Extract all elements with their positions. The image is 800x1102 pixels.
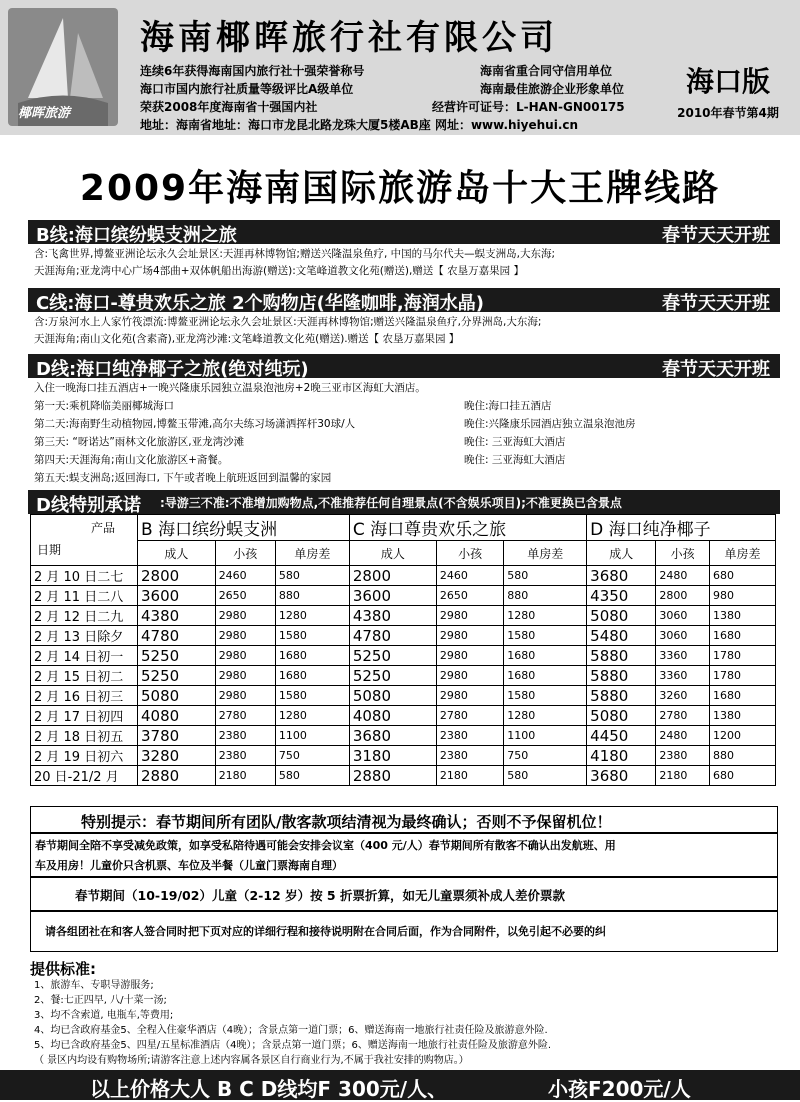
adult-price-cell: 3780: [138, 726, 216, 746]
adult-price-cell: 5880: [587, 666, 656, 686]
adult-price-cell: 5080: [587, 606, 656, 626]
single-supplement-cell: 1280: [504, 706, 587, 726]
column-header: 小孩: [436, 541, 503, 566]
route-d-bar: [28, 354, 780, 378]
company-logo: [8, 8, 118, 126]
route-intro: 入住一晚海口挂五酒店+一晚兴隆康乐园独立温泉泡池房+2晚三亚市区海虹大酒店。: [34, 382, 426, 394]
single-supplement-cell: 1200: [710, 726, 776, 746]
single-supplement-cell: 1580: [275, 626, 349, 646]
adult-price-cell: 4380: [138, 606, 216, 626]
honor-line: 海口市国内旅行社质量等级评比A级单位: [140, 82, 354, 96]
policy-text: 车及用房！儿童价只含机票、车位及半餐（儿童门票海南自理）: [35, 859, 343, 872]
adult-price-cell: 2800: [349, 566, 436, 586]
date-cell: 2 月 16 日初三: [31, 686, 138, 706]
single-supplement-cell: 580: [504, 766, 587, 786]
column-header: 单房差: [710, 541, 776, 566]
single-supplement-cell: 1380: [710, 706, 776, 726]
adult-price-cell: 2880: [138, 766, 216, 786]
contract-note: 请各组团社在和客人签合同时把下页对应的详细行程和接待说明附在合同后面，作为合同附件，以免引起不必要的纠: [45, 925, 606, 938]
adult-price-cell: 3680: [587, 566, 656, 586]
table-row: [31, 746, 776, 766]
company-name: 海南椰晖旅行社有限公司: [140, 18, 558, 58]
child-price-cell: 2460: [436, 566, 503, 586]
adult-price-cell: 5880: [587, 646, 656, 666]
child-price-cell: 2380: [436, 726, 503, 746]
standard-item: 1、旅游车、专职导游服务;: [34, 980, 154, 991]
column-header: 成人: [138, 541, 216, 566]
table-row: [31, 706, 776, 726]
child-price-cell: 3060: [656, 606, 710, 626]
issue-label: 2010年春节第4期: [677, 106, 779, 120]
child-price-cell: 2980: [215, 666, 275, 686]
single-supplement-cell: 1100: [275, 726, 349, 746]
itinerary-day: 第五天:蜈支洲岛;返回海口, 下午或者晚上航班返回到温馨的家园: [34, 472, 332, 484]
adult-price-cell: 5080: [349, 686, 436, 706]
price-table: [30, 514, 776, 786]
adult-price-cell: 4180: [587, 746, 656, 766]
product-label: 产品: [91, 521, 116, 535]
table-row: [31, 606, 776, 626]
child-price-cell: 2180: [215, 766, 275, 786]
company-address: 地址：海南省地址：海口市龙昆北路龙珠大厦5楼AB座 网址：www.hiyehui.cn: [140, 118, 579, 132]
child-price-cell: 2980: [215, 626, 275, 646]
table-subheader-row: [31, 541, 776, 566]
single-supplement-cell: 750: [504, 746, 587, 766]
child-price-cell: 2800: [656, 586, 710, 606]
single-supplement-cell: 1680: [504, 666, 587, 686]
child-price-cell: 2980: [436, 686, 503, 706]
date-cell: 2 月 17 日初四: [31, 706, 138, 726]
child-policy-box: [30, 876, 778, 912]
adult-price-cell: 5250: [138, 646, 216, 666]
table-row: [31, 726, 776, 746]
honor-line: 海南最佳旅游企业形象单位: [480, 82, 625, 96]
adult-price-cell: 4780: [349, 626, 436, 646]
single-supplement-cell: 1780: [710, 646, 776, 666]
route-schedule: 春节天天开班: [662, 225, 770, 246]
child-price-cell: 2380: [656, 746, 710, 766]
child-price-cell: 2380: [215, 746, 275, 766]
single-supplement-cell: 750: [275, 746, 349, 766]
child-price-cell: 2780: [656, 706, 710, 726]
child-price-cell: 2650: [436, 586, 503, 606]
adult-price-cell: 2880: [349, 766, 436, 786]
column-header: 成人: [349, 541, 436, 566]
adult-price-cell: 5480: [587, 626, 656, 646]
single-supplement-cell: 1580: [275, 686, 349, 706]
standard-item: 3、均不含索道, 电瓶车,等费用;: [34, 1010, 174, 1021]
child-price-cell: 2780: [215, 706, 275, 726]
child-price-cell: 2380: [215, 726, 275, 746]
single-supplement-cell: 1780: [710, 666, 776, 686]
child-price-cell: 2480: [656, 566, 710, 586]
column-header: 成人: [587, 541, 656, 566]
single-supplement-cell: 1100: [504, 726, 587, 746]
route-detail: 天涯海角;南山文化苑(含素斋),亚龙湾沙滩:文笔峰道教文化苑(赠送).赠送【 农垦万嘉果园 】: [34, 333, 460, 345]
child-policy: 春节期间（10-19/02）儿童（2-12 岁）按 5 折票折算，如无儿童票须补成人差价票款: [75, 888, 565, 903]
child-price-cell: 2980: [436, 646, 503, 666]
adult-price-cell: 4780: [138, 626, 216, 646]
single-supplement-cell: 1680: [275, 646, 349, 666]
child-price-cell: 2380: [436, 746, 503, 766]
adult-price-cell: 4080: [138, 706, 216, 726]
promise-label: D线特别承诺: [36, 495, 141, 516]
column-header: 单房差: [275, 541, 349, 566]
standard-item: 5、均已含政府基金5、四星/五星标准酒店（4晚）；含景点第一道门票；6、赠送海南一地旅行社责任险及旅游意外险.: [34, 1040, 551, 1051]
product-header: C 海口尊贵欢乐之旅: [349, 515, 586, 541]
child-price-cell: 2980: [436, 666, 503, 686]
honor-line: 海南省重合同守信用单位: [480, 64, 613, 78]
honor-line: 荣获2008年度海南省十强国内社: [140, 100, 318, 114]
child-price-cell: 2980: [436, 606, 503, 626]
standards-title: 提供标准:: [30, 960, 96, 978]
single-supplement-cell: 1680: [275, 666, 349, 686]
standard-item: 4、均已含政府基金5、全程入住豪华酒店（4晚）；含景点第一道门票；6、赠送海南一地旅行社责任险及旅游意外险.: [34, 1025, 548, 1036]
table-row: [31, 566, 776, 586]
table-row: [31, 686, 776, 706]
child-price-cell: 2480: [656, 726, 710, 746]
table-row: [31, 626, 776, 646]
single-supplement-cell: 580: [504, 566, 587, 586]
date-cell: 2 月 11 日二八: [31, 586, 138, 606]
single-supplement-cell: 1580: [504, 626, 587, 646]
adult-price-cell: 3680: [349, 726, 436, 746]
itinerary-stay: 晚住: 三亚海虹大酒店: [464, 454, 566, 466]
date-label: 日期: [37, 543, 62, 557]
single-supplement-cell: 1280: [504, 606, 587, 626]
holiday-policy-box: [30, 832, 778, 878]
date-cell: 2 月 15 日初二: [31, 666, 138, 686]
adult-price-cell: 5080: [587, 706, 656, 726]
single-supplement-cell: 680: [710, 566, 776, 586]
date-cell: 2 月 12 日二九: [31, 606, 138, 626]
table-row: [31, 646, 776, 666]
itinerary-stay: 晚住: 三亚海虹大酒店: [464, 436, 566, 448]
single-supplement-cell: 880: [275, 586, 349, 606]
page-title: 2009年海南国际旅游岛十大王牌线路: [79, 168, 721, 209]
table-row: [31, 766, 776, 786]
child-price-cell: 2180: [436, 766, 503, 786]
single-supplement-cell: 1580: [504, 686, 587, 706]
itinerary-stay: 晚住:兴隆康乐园酒店独立温泉泡池房: [464, 418, 636, 430]
itinerary-day: 第一天:乘机降临美丽椰城海口: [34, 400, 175, 412]
adult-price-cell: 5250: [349, 666, 436, 686]
child-price-cell: 3360: [656, 646, 710, 666]
license-number: 经营许可证号：L-HAN-GN00175: [432, 100, 625, 114]
policy-text: 春节期间全陪不享受减免政策，如享受私陪待遇可能会安排会议室（400 元/人）春节期间所有散客不确认出发航班、用: [35, 839, 616, 852]
child-price-cell: 3260: [656, 686, 710, 706]
special-note-box: [30, 806, 778, 834]
date-cell: 20 日-21/2 月: [31, 766, 138, 786]
product-header: D 海口纯净椰子: [587, 515, 776, 541]
adult-price-cell: 3600: [349, 586, 436, 606]
route-detail: 含:飞禽世界,博鳌亚洲论坛永久会址景区:天涯再林博物馆;赠送兴隆温泉鱼疗, 中国的马尔代夫—蜈支洲岛,大东海;: [34, 248, 555, 260]
single-supplement-cell: 1280: [275, 706, 349, 726]
adult-price-cell: 4450: [587, 726, 656, 746]
price-rows: [31, 566, 776, 786]
date-cell: 2 月 13 日除夕: [31, 626, 138, 646]
adult-price-cell: 4080: [349, 706, 436, 726]
column-header: 小孩: [656, 541, 710, 566]
child-price-cell: 3060: [656, 626, 710, 646]
corner-cell: [31, 515, 138, 566]
route-title: B线:海口缤纷蜈支洲之旅: [36, 225, 237, 246]
special-note: 特别提示：春节期间所有团队/散客款项结清视为最终确认；否则不予保留机位！: [81, 813, 612, 831]
footer-child-price: 小孩F200元/人: [548, 1077, 691, 1101]
single-supplement-cell: 980: [710, 586, 776, 606]
child-price-cell: 2180: [656, 766, 710, 786]
adult-price-cell: 2800: [138, 566, 216, 586]
single-supplement-cell: 1680: [504, 646, 587, 666]
adult-price-cell: 5880: [587, 686, 656, 706]
column-header: 小孩: [215, 541, 275, 566]
date-cell: 2 月 19 日初六: [31, 746, 138, 766]
route-c-bar: [28, 288, 780, 312]
table-header-row: [31, 515, 776, 541]
single-supplement-cell: 1280: [275, 606, 349, 626]
itinerary-stay: 晚住:海口挂五酒店: [464, 400, 552, 412]
itinerary-day: 第二天:海南野生动植物园,博鳌玉带滩,高尔夫练习场潇洒挥杆30球/人: [34, 418, 356, 430]
child-price-cell: 2460: [215, 566, 275, 586]
adult-price-cell: 4350: [587, 586, 656, 606]
date-cell: 2 月 18 日初五: [31, 726, 138, 746]
logo-text: 椰晖旅游: [18, 106, 71, 121]
product-header: B 海口缤纷蜈支洲: [138, 515, 350, 541]
date-cell: 2 月 14 日初一: [31, 646, 138, 666]
route-b-bar: [28, 220, 780, 244]
table-row: [31, 666, 776, 686]
child-price-cell: 2980: [215, 646, 275, 666]
route-schedule: 春节天天开班: [662, 293, 770, 314]
contract-note-box: [30, 910, 778, 952]
adult-price-cell: 4380: [349, 606, 436, 626]
route-detail: 含:万泉河水上人家竹筏漂流:博鳌亚洲论坛永久会址景区:天涯再林博物馆;赠送兴隆温泉鱼疗,分界洲岛,大东海;: [34, 316, 542, 328]
adult-price-cell: 3680: [587, 766, 656, 786]
child-price-cell: 2650: [215, 586, 275, 606]
adult-price-cell: 5250: [138, 666, 216, 686]
footer-price-bar: [0, 1070, 800, 1100]
single-supplement-cell: 880: [710, 746, 776, 766]
itinerary-day: 第三天: “呀诺达”雨林文化旅游区,亚龙湾沙滩: [34, 436, 245, 448]
promise-text: :导游三不准:不准增加购物点,不准推荐任何自理景点(不含娱乐项目);不准更换已含景点: [160, 496, 622, 510]
route-title: D线:海口纯净椰子之旅(绝对纯玩): [36, 359, 309, 380]
single-supplement-cell: 1380: [710, 606, 776, 626]
route-title: C线:海口-尊贵欢乐之旅 2个购物店(华隆咖啡,海润水晶): [36, 293, 484, 314]
child-price-cell: 2980: [215, 606, 275, 626]
adult-price-cell: 3600: [138, 586, 216, 606]
single-supplement-cell: 1680: [710, 626, 776, 646]
edition-label: 海口版: [685, 65, 770, 98]
table-row: [31, 586, 776, 606]
standard-item: （ 景区内均设有购物场所;请游客注意上述内容属各景区自行商业行为,不属于我社安排的购物店。）: [34, 1055, 469, 1066]
single-supplement-cell: 580: [275, 566, 349, 586]
route-detail: 天涯海角;亚龙湾中心广场4部曲+双体帆船出海游(赠送):文笔峰道教文化苑(赠送),赠送【 农垦万嘉果园 】: [34, 265, 524, 277]
honor-line: 连续6年获得海南国内旅行社十强荣誉称号: [140, 64, 365, 78]
date-cell: 2 月 10 日二七: [31, 566, 138, 586]
single-supplement-cell: 880: [504, 586, 587, 606]
footer-adult-price: 以上价格大人 B C D线均F 300元/人、: [90, 1077, 448, 1101]
child-price-cell: 2980: [215, 686, 275, 706]
adult-price-cell: 5080: [138, 686, 216, 706]
edition-box: [664, 60, 792, 121]
child-price-cell: 3360: [656, 666, 710, 686]
column-header: 单房差: [504, 541, 587, 566]
adult-price-cell: 3180: [349, 746, 436, 766]
adult-price-cell: 5250: [349, 646, 436, 666]
single-supplement-cell: 1680: [710, 686, 776, 706]
child-price-cell: 2980: [436, 626, 503, 646]
single-supplement-cell: 680: [710, 766, 776, 786]
promise-bar: [28, 490, 780, 514]
route-schedule: 春节天天开班: [662, 359, 770, 380]
adult-price-cell: 3280: [138, 746, 216, 766]
child-price-cell: 2780: [436, 706, 503, 726]
standard-item: 2、餐:七正四早, 八/十菜一汤;: [34, 995, 167, 1006]
single-supplement-cell: 580: [275, 766, 349, 786]
itinerary-day: 第四天:天涯海角;南山文化旅游区+斋餐。: [34, 454, 229, 466]
